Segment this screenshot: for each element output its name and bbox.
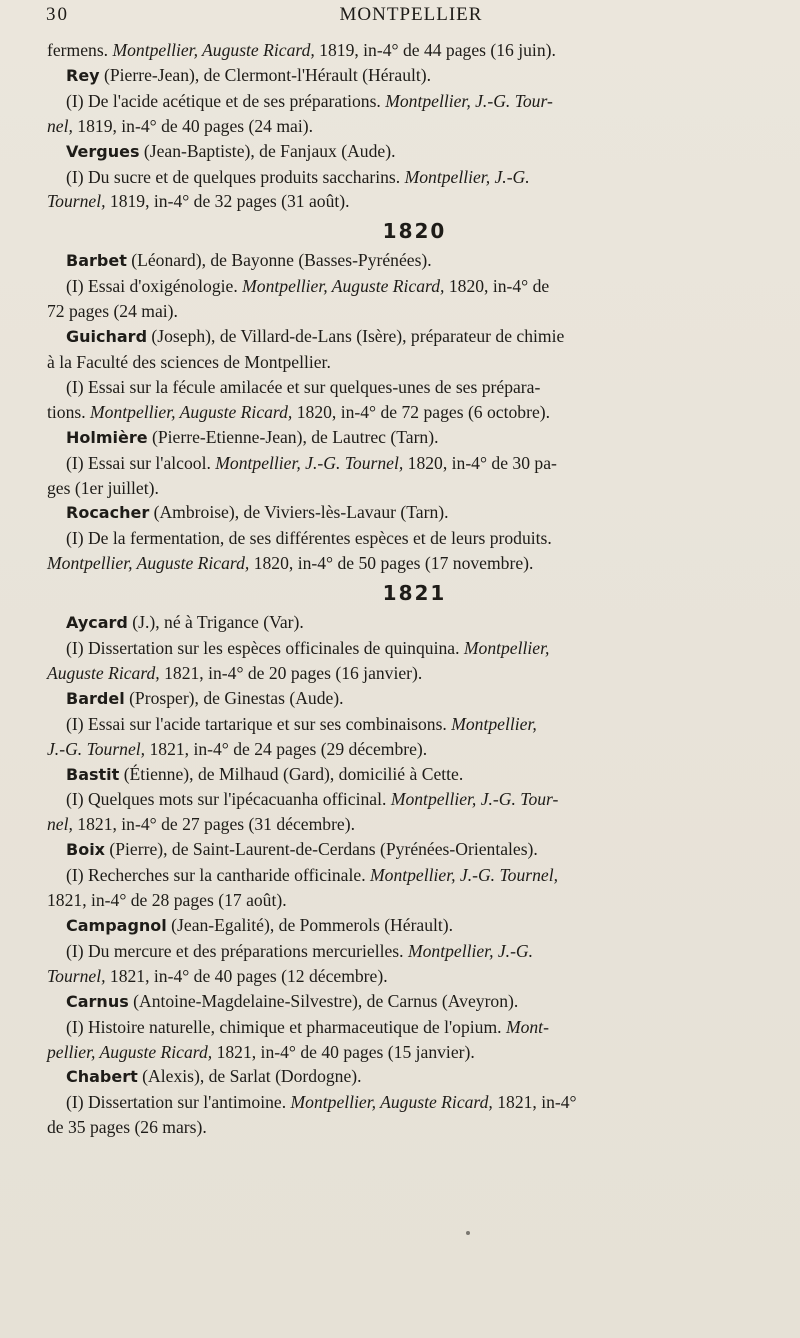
- text-run: (Jean-Baptiste), de Fanjaux (Aude).: [139, 140, 396, 161]
- entry-line: [47, 712, 782, 737]
- imprint-text: Montpellier, J.-G.: [404, 166, 530, 187]
- continuation-line: [47, 661, 782, 686]
- text-run: (I) Essai sur l'alcool.: [66, 452, 216, 473]
- imprint-text: Mont-: [505, 1016, 549, 1037]
- text-run: (Pierre-Etienne-Jean), de Lautrec (Tarn).: [147, 426, 439, 447]
- continuation-line: [47, 476, 782, 501]
- entry-line: [47, 1015, 782, 1040]
- text-run: 1821, in-4° de 40 pages (12 décembre).: [105, 965, 388, 986]
- text-run: 1821, in-4° de 20 pages (16 janvier).: [159, 662, 423, 683]
- text-run: 72 pages (24 mai).: [47, 301, 178, 322]
- imprint-text: Tournel,: [47, 965, 106, 986]
- text-run: fermens.: [47, 40, 113, 60]
- text-run: (J.), né à Trigance (Var).: [127, 612, 304, 633]
- text-run: (Léonard), de Bayonne (Basses-Pyrénées).: [126, 250, 432, 271]
- continuation-line: [47, 400, 782, 425]
- text-run: (I) Essai sur la fécule amilacée et sur quelques-unes de ses prépara-: [66, 376, 541, 397]
- continuation-line: [47, 350, 782, 375]
- text-run: 1820, in-4° de: [444, 276, 550, 297]
- entry-line: [47, 1090, 782, 1115]
- imprint-text: Montpellier, Auguste Ricard,: [112, 40, 315, 60]
- year-heading: [47, 576, 782, 610]
- text-run: (Joseph), de Villard-de-Lans (Isère), préparateur de chimie: [147, 326, 565, 347]
- author-name: Rey: [66, 65, 100, 85]
- imprint-text: Montpellier, J.-G. Tournel,: [215, 452, 404, 473]
- continuation-line: [47, 1040, 782, 1065]
- continuation-line: [47, 964, 782, 989]
- imprint-text: Montpellier, Auguste Ricard,: [290, 1092, 493, 1113]
- text-run: 1821: [382, 581, 447, 606]
- year-heading: [47, 214, 782, 248]
- text-run: à la Faculté des sciences de Montpellier.: [47, 351, 331, 372]
- continuation-line: [47, 812, 782, 837]
- text-run: (Jean-Egalité), de Pommerols (Hérault).: [166, 915, 454, 935]
- text-run: (I) Quelques mots sur l'ipécacuanha officinal.: [66, 789, 391, 810]
- text-run: 1820, in-4° de 50 pages (17 novembre).: [249, 553, 534, 574]
- imprint-text: nel,: [47, 115, 73, 136]
- text-run: 1821, in-4° de 24 pages (29 décembre).: [145, 738, 428, 759]
- page-body: [47, 38, 782, 1140]
- author-name: Rocacher: [66, 503, 150, 523]
- entry-line: [47, 526, 782, 551]
- text-run: (I) Recherches sur la cantharide officinale.: [66, 865, 370, 886]
- text-run: (Antoine-Magdelaine-Silvestre), de Carnus (Aveyron).: [128, 990, 519, 1011]
- text-run: ges (1er juillet).: [47, 477, 159, 498]
- author-name: Boix: [66, 840, 105, 860]
- text-run: (Ambroise), de Viviers-lès-Lavaur (Tarn).: [149, 502, 449, 523]
- continuation-line: [47, 888, 782, 913]
- text-run: (Alexis), de Sarlat (Dordogne).: [137, 1066, 362, 1087]
- speck: [466, 1231, 470, 1235]
- imprint-text: Montpellier, Auguste Ricard,: [90, 401, 293, 422]
- entry-line: [47, 686, 782, 712]
- imprint-text: pellier, Auguste Ricard,: [47, 1041, 213, 1062]
- continuation-line: [47, 299, 782, 324]
- text-run: (I) De la fermentation, de ses différentes espèces et de leurs produits.: [66, 528, 552, 549]
- imprint-text: Montpellier, J.-G. Tournel,: [370, 865, 558, 886]
- entry-line: [47, 837, 782, 863]
- page-header: [40, 4, 782, 34]
- imprint-text: Montpellier, J.-G. Tour-: [385, 90, 553, 111]
- continuation-line: [47, 38, 782, 63]
- entry-line: [47, 451, 782, 476]
- imprint-text: Tournel,: [47, 191, 106, 212]
- text-run: 1821, in-4°: [492, 1092, 577, 1113]
- author-name: Barbet: [66, 251, 127, 271]
- text-run: (I) Dissertation sur l'antimoine.: [66, 1092, 291, 1113]
- text-run: (Prosper), de Ginestas (Aude).: [124, 687, 344, 708]
- text-run: (I) De l'acide acétique et de ses préparations.: [66, 90, 386, 111]
- text-run: 1821, in-4° de 40 pages (15 janvier).: [212, 1041, 475, 1062]
- author-name: Bastit: [66, 764, 120, 784]
- imprint-text: Montpellier, J.-G. Tour-: [390, 789, 559, 810]
- entry-line: [47, 939, 782, 964]
- entry-line: [47, 913, 782, 939]
- text-run: 1819, in-4° de 44 pages (16 juin).: [314, 40, 556, 60]
- entry-line: [47, 89, 782, 114]
- author-name: Campagnol: [66, 916, 167, 935]
- text-run: (I) Dissertation sur les espèces officinales de quinquina.: [66, 638, 464, 659]
- imprint-text: J.-G. Tournel,: [47, 738, 146, 759]
- text-run: (I) Essai sur l'acide tartarique et sur ses combinaisons.: [66, 713, 452, 734]
- text-run: 1819, in-4° de 40 pages (24 mai).: [72, 115, 314, 136]
- imprint-text: Montpellier,: [463, 638, 550, 659]
- text-run: (I) Du mercure et des préparations mercurielles.: [66, 940, 408, 961]
- text-run: (Pierre-Jean), de Clermont-l'Hérault (Hérault).: [99, 64, 432, 85]
- author-name: Bardel: [66, 688, 125, 708]
- text-run: de 35 pages (26 mars).: [47, 1117, 207, 1138]
- entry-line: [47, 425, 782, 451]
- text-run: (Étienne), de Milhaud (Gard), domicilié à Cette.: [119, 763, 464, 784]
- text-run: (I) Histoire naturelle, chimique et pharmaceutique de l'opium.: [66, 1016, 506, 1037]
- author-name: Carnus: [66, 991, 129, 1011]
- running-title: MONTPELLIER: [339, 4, 483, 25]
- imprint-text: Montpellier, Auguste Ricard,: [47, 553, 250, 574]
- entry-line: [47, 274, 782, 299]
- entry-line: [47, 375, 782, 400]
- text-run: 1821, in-4° de 27 pages (31 décembre).: [72, 814, 355, 835]
- continuation-line: [47, 114, 782, 139]
- continuation-line: [47, 737, 782, 762]
- imprint-text: nel,: [47, 814, 73, 835]
- continuation-line: [47, 1115, 782, 1140]
- text-run: 1821, in-4° de 28 pages (17 août).: [47, 890, 287, 911]
- text-run: 1819, in-4° de 32 pages (31 août).: [105, 191, 350, 212]
- entry-line: [47, 324, 782, 350]
- author-name: Guichard: [66, 327, 148, 347]
- entry-line: [47, 165, 782, 190]
- author-name: Vergues: [66, 141, 140, 161]
- continuation-line: [47, 189, 782, 214]
- entry-line: [47, 989, 782, 1015]
- entry-line: [47, 139, 782, 165]
- page-number: 30: [46, 4, 69, 25]
- entry-line: [47, 863, 782, 888]
- entry-line: [47, 500, 782, 526]
- continuation-line: [47, 551, 782, 576]
- author-name: Holmière: [66, 427, 148, 447]
- text-run: tions.: [47, 401, 91, 422]
- entry-line: [47, 636, 782, 661]
- imprint-text: Montpellier, J.-G.: [407, 940, 534, 961]
- entry-line: [47, 63, 782, 89]
- author-name: Chabert: [66, 1067, 138, 1087]
- imprint-text: Auguste Ricard,: [47, 662, 160, 683]
- imprint-text: Montpellier, Auguste Ricard,: [242, 276, 445, 297]
- text-run: 1820, in-4° de 30 pa-: [403, 452, 557, 473]
- author-name: Aycard: [66, 613, 128, 633]
- text-run: 1820: [382, 219, 447, 244]
- text-run: (I) Essai d'oxigénologie.: [66, 276, 243, 297]
- text-run: 1820, in-4° de 72 pages (6 octobre).: [292, 401, 551, 422]
- entry-line: [47, 787, 782, 812]
- text-run: (Pierre), de Saint-Laurent-de-Cerdans (Pyrénées-Orientales).: [105, 839, 538, 860]
- text-run: (I) Du sucre et de quelques produits saccharins.: [66, 166, 405, 187]
- entry-line: [47, 1064, 782, 1090]
- imprint-text: Montpellier,: [451, 713, 537, 734]
- entry-line: [47, 248, 782, 274]
- entry-line: [47, 762, 782, 788]
- entry-line: [47, 610, 782, 636]
